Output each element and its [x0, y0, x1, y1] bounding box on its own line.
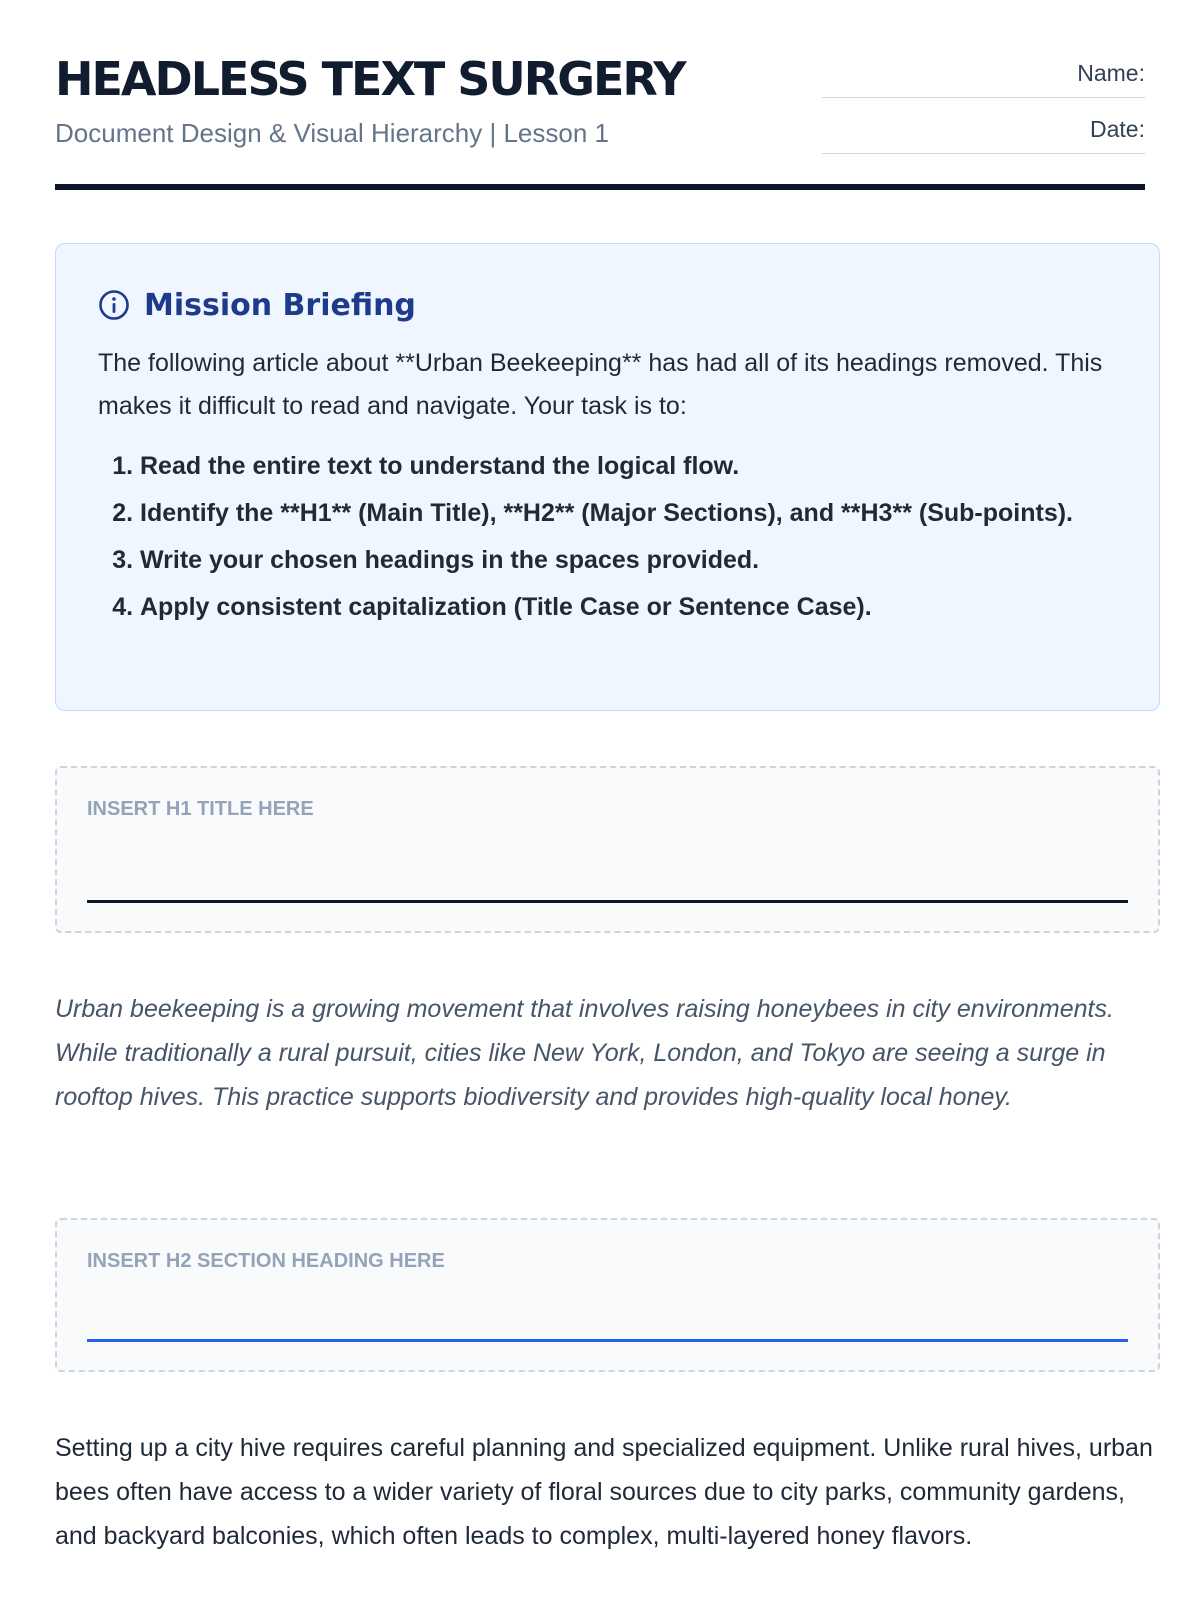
- page-subtitle: Document Design & Visual Hierarchy | Lesson 1: [55, 118, 609, 148]
- date-field[interactable]: [822, 116, 1145, 154]
- briefing-text: The following article about **Urban Beekeeping** has had all of its headings removed. This makes it difficult to read and navigate. Your task is to:: [98, 349, 1103, 420]
- h1-write-line[interactable]: [87, 900, 1128, 903]
- instruction-step: 1. Read the entire text to understand the logical flow.: [140, 446, 1117, 486]
- briefing-header: [98, 288, 1117, 322]
- instruction-step: 3. Write your chosen headings in the spaces provided.: [140, 540, 1117, 580]
- h2-slot-label: INSERT H2 SECTION HEADING HERE: [87, 1250, 445, 1272]
- article-intro-paragraph: Urban beekeeping is a growing movement that involves raising honeybees in city environments. While traditionally a rural pursuit, cities like New York, London, and Tokyo are seeing a surge in rooftop hives. This practice supports biodiversity and provides high-quality local honey.: [55, 995, 1114, 1111]
- page-title: HEADLESS TEXT SURGERY: [55, 52, 685, 106]
- info-icon: [98, 289, 130, 321]
- h2-heading-slot[interactable]: [55, 1218, 1160, 1372]
- instruction-step: 4. Apply consistent capitalization (Title Case or Sentence Case).: [140, 587, 1117, 627]
- h1-title-slot[interactable]: [55, 766, 1160, 933]
- article-body-paragraph: Setting up a city hive requires careful planning and specialized equipment. Unlike rural hives, urban bees often have access to a wider variety of floral sources due to city parks, community gardens, and backyard balconies, which often leads to complex, multi-layered honey flavors.: [55, 1434, 1153, 1550]
- instruction-list: [98, 446, 1117, 627]
- name-label: Name:: [1077, 60, 1145, 86]
- worksheet-header: [55, 0, 1145, 190]
- name-field[interactable]: [822, 60, 1145, 98]
- h2-write-line[interactable]: [87, 1339, 1128, 1342]
- h1-slot-label: INSERT H1 TITLE HERE: [87, 798, 314, 820]
- briefing-title: Mission Briefing: [144, 287, 416, 323]
- mission-briefing-box: [55, 243, 1160, 711]
- date-label: Date:: [1090, 116, 1145, 142]
- instruction-step: 2. Identify the **H1** (Main Title), **H2** (Major Sections), and **H3** (Sub-points).: [140, 493, 1117, 533]
